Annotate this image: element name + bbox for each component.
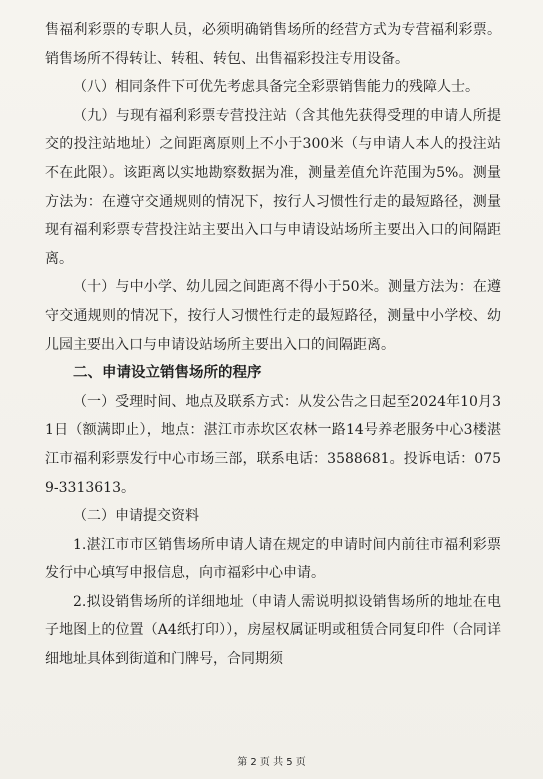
paragraph: 1.湛江市市区销售场所申请人请在规定的申请时间内前往市福利彩票发行中心填写申报信息，向市福彩中心申请。 xyxy=(45,536,501,582)
paragraph: （八）相同条件下可优先考虑具备完全彩票销售能力的残障人士。 xyxy=(73,79,479,96)
page-footer: 第 2 页 共 5 页 xyxy=(237,757,306,768)
paragraph: （九）与现有福利彩票专营投注站（含其他先获得受理的申请人所提交的投注站地址）之间距离原则上不小于300米（与申请人本人的投注站不在此限）。该距离以实地勘察数据为准，测量差值允许范围为5%。测量方法为：在遵守交通规则的情况下，按行人习惯性行走的最短路径，测量现有福利彩票专营投注站主要出入口与申请设站场所主要出入口的间隔距离。 xyxy=(45,107,501,267)
paragraph: 2.拟设销售场所的详细地址（申请人需说明拟设销售场所的地址在电子地图上的位置（A4纸打印）），房屋权属证明或租赁合同复印件（合同详细地址具体到街道和门牌号，合同期须 xyxy=(45,593,501,668)
section-heading: 二、申请设立销售场所的程序 xyxy=(73,365,262,382)
document-body xyxy=(45,16,501,674)
paragraph: （二）申请提交资料 xyxy=(73,508,199,525)
paragraph: （一）受理时间、地点及联系方式：从发公告之日起至2024年10月31日（额满即止），地点：湛江市赤坎区农林一路14号养老服务中心3楼湛江市福利彩票发行中心市场三部，联系电话：3588681。投诉电话：0759-3313613。 xyxy=(45,393,501,496)
paragraph: 售福利彩票的专职人员，必须明确销售场所的经营方式为专营福利彩票。销售场所不得转让、转租、转包、出售福彩投注专用设备。 xyxy=(45,22,501,67)
paragraph: （十）与中小学、幼儿园之间距离不得小于50米。测量方法为：在遵守交通规则的情况下，按行人习惯性行走的最短路径，测量中小学校、幼儿园主要出入口与申请设站场所主要出入口的间隔距离。 xyxy=(45,279,501,353)
